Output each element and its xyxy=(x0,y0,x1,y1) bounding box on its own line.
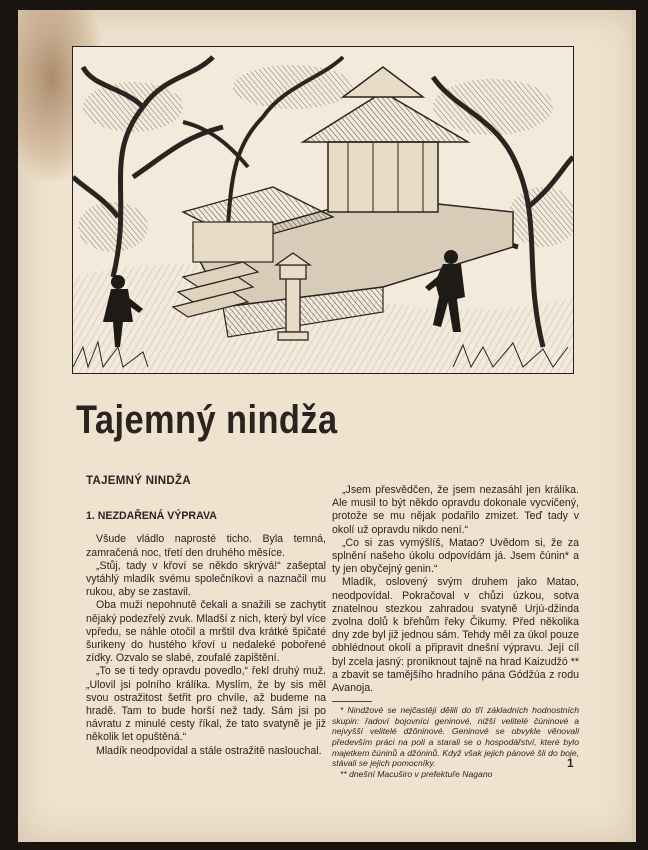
paragraph: „Jsem přesvědčen, že jsem nezasáhl jen králíka. Ale musil to být někdo opravdu dokonale vycvičený, protože se mu nějak podařilo zmizet. Teď tady v okolí už opravdu nikdo není.“ xyxy=(332,484,579,536)
section-heading: TAJEMNÝ NINDŽA xyxy=(86,475,191,487)
footnote: * Nindžové se nejčastěji dělili do tří základních hodnostních skupin: řadoví bojovníci geninové, nižší velitelé čúninové a nejvyšší velitelé džôninové. Geninové se obvykle věnovali především práci na poli a starali se o hospodářství, které bylo majetkem čúninů a džóninů. Když však jejich pánové šli do boje, stávali se jejich pomocníky. xyxy=(332,705,579,769)
paragraph: Mladík, oslovený svým druhem jako Matao, neodpovídal. Pokračoval v chůzi úzkou, sotva znatelnou stezkou zahradou svatyně Urjú-džinda zvolna dolů k břehům řeky Čikumy. Před několika dny zde byl již jednou sám. Tehdy měl za úkol pouze obhlédnout okolí a připravit dnešní výpravu. Její cíl byl zcela jasný: proniknout tajně na hrad Kaizudžó ** a zbavit se tamějšího hradního pána Gódžúa z rodu Avanoja. xyxy=(332,576,579,695)
paragraph: Oba muži nepohnutě čekali a snažili se zachytit nějaký podezřelý zvuk. Mladší z nich, který byl více vpředu, se náhle otočil a mrštil dva krátké špičaté šurikeny do hustého křoví u nedaleké pobořené zídky. Ozvalo se slabé, zoufalé zapištění. xyxy=(86,599,326,665)
right-column xyxy=(332,484,579,779)
pagoda-garden-illustration xyxy=(72,46,574,374)
chapter-heading: 1. NEZDAŘENÁ VÝPRAVA xyxy=(86,510,217,523)
footnote: ** dnešní Macuširo v prefektuře Nagano xyxy=(340,768,493,779)
paragraph: Všude vládlo naprosté ticho. Byla temná, zamračená noc, třetí den druhého měsíce. xyxy=(86,533,326,559)
footnote-divider xyxy=(332,701,372,702)
left-column xyxy=(86,475,326,758)
page-number: 1 xyxy=(567,756,574,770)
page-edge xyxy=(632,10,636,842)
paragraph: „Stůj, tady v křoví se někdo skrývá!“ zašeptal vytáhlý mladík svému společníkovi a naznačil mu rukou, aby se zastavil. xyxy=(86,559,326,599)
article-title: Tajemný nindža xyxy=(76,398,338,442)
paragraph: „Co si zas vymýšlíš, Matao? Uvědom si, že za splnění našeho úkolu odpovídám já. Jsem čúnin* a ty jen obyčejný genin.“ xyxy=(332,536,579,576)
paragraph: „To se ti tedy opravdu povedlo,“ řekl druhý muž. „Ulovil jsi polního králíka. Myslím, že by sis měl svou ostražitost šetřit pro chvíle, až budeme na hradě. Tam to bude horší než tady. Sám jsi po návratu z minulé cesty říkal, že tato svatyně je již několik let opuštěná.“ xyxy=(86,665,326,744)
paragraph: Mladík neodpovídal a stále ostražitě naslouchal. xyxy=(96,744,322,757)
